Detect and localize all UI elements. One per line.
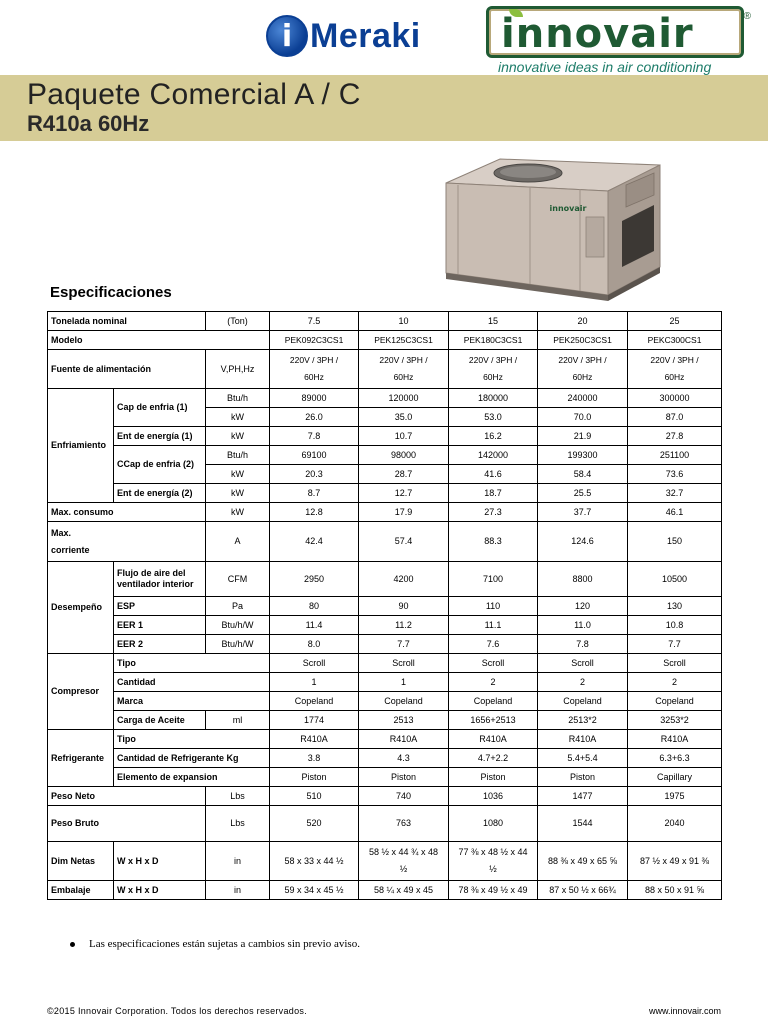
value-cell: R410A <box>628 730 722 749</box>
unit-cell: CFM <box>206 562 270 597</box>
sub-label: EER 1 <box>114 616 206 635</box>
value-cell: 4.7+2.2 <box>449 749 538 768</box>
value-cell: 20 <box>538 312 628 331</box>
page-subtitle: R410a 60Hz <box>27 111 150 136</box>
row-label: Dim Netas <box>48 842 114 881</box>
innovair-logo <box>486 6 751 76</box>
value-cell: 27.8 <box>628 427 722 446</box>
section-title: Especificaciones <box>50 284 172 301</box>
value-cell: 70.0 <box>538 408 628 427</box>
value-cell: 58.4 <box>538 465 628 484</box>
value-cell: 26.0 <box>270 408 359 427</box>
value-cell: 2513 <box>359 711 449 730</box>
value-cell: R410A <box>449 730 538 749</box>
value-cell: 42.4 <box>270 522 359 562</box>
sub-label: Ent de energía (2) <box>114 484 206 503</box>
table-row <box>48 389 722 408</box>
value-cell: 1544 <box>538 806 628 842</box>
value-cell: 240000 <box>538 389 628 408</box>
row-label: Fuente de alimentación <box>48 350 206 389</box>
value-cell: 5.4+5.4 <box>538 749 628 768</box>
value-cell: 20.3 <box>270 465 359 484</box>
value-cell: 7.6 <box>449 635 538 654</box>
sub-label: Marca <box>114 692 270 711</box>
value-cell: 58 ¼ x 49 x 45 <box>359 881 449 900</box>
value-cell: 78 ⅜ x 49 ½ x 49 <box>449 881 538 900</box>
value-cell: 35.0 <box>359 408 449 427</box>
value-cell: PEK180C3CS1 <box>449 331 538 350</box>
value-cell: Scroll <box>628 654 722 673</box>
page-title: Paquete Comercial A / C <box>27 78 361 111</box>
unit-cell: in <box>206 842 270 881</box>
unit-cell: Pa <box>206 597 270 616</box>
value-cell: 10 <box>359 312 449 331</box>
value-cell: 11.0 <box>538 616 628 635</box>
value-cell: 1975 <box>628 787 722 806</box>
group-label: Refrigerante <box>48 730 114 787</box>
sub-label: Tipo <box>114 730 270 749</box>
value-cell: 7.7 <box>359 635 449 654</box>
bullet-icon <box>70 942 75 947</box>
value-cell: 41.6 <box>449 465 538 484</box>
value-cell: 88.3 <box>449 522 538 562</box>
sub-label: Cap de enfria (1) <box>114 389 206 427</box>
row-label: Tonelada nominal <box>48 312 206 331</box>
row-label: Max. consumo <box>48 503 206 522</box>
unit-cell: kW <box>206 503 270 522</box>
value-cell: 89000 <box>270 389 359 408</box>
value-cell: Capillary <box>628 768 722 787</box>
table-row <box>48 749 722 768</box>
table-row <box>48 503 722 522</box>
value-cell: 58 ½ x 44 ¾ x 48 ½ <box>359 842 449 881</box>
value-cell: 520 <box>270 806 359 842</box>
value-cell: 57.4 <box>359 522 449 562</box>
table-row <box>48 730 722 749</box>
value-cell: 1 <box>359 673 449 692</box>
value-cell: Scroll <box>359 654 449 673</box>
table-row <box>48 312 722 331</box>
value-cell: 87.0 <box>628 408 722 427</box>
sub-label: Carga de Aceite <box>114 711 206 730</box>
value-cell: 88 ⅜ x 49 x 65 ⅝ <box>538 842 628 881</box>
group-label: Enfriamiento <box>48 389 114 503</box>
value-cell: 251100 <box>628 446 722 465</box>
group-label: Desempeño <box>48 562 114 654</box>
value-cell: 27.3 <box>449 503 538 522</box>
value-cell: 1 <box>270 673 359 692</box>
table-row <box>48 635 722 654</box>
sub-label: CCap de enfria (2) <box>114 446 206 484</box>
sub-label: ESP <box>114 597 206 616</box>
unit-cell: A <box>206 522 270 562</box>
value-cell: 87 ½ x 49 x 91 ⅜ <box>628 842 722 881</box>
value-cell: 1080 <box>449 806 538 842</box>
value-cell: 2 <box>538 673 628 692</box>
spec-table <box>47 311 722 900</box>
table-row <box>48 806 722 842</box>
value-cell: 37.7 <box>538 503 628 522</box>
sub-label: EER 2 <box>114 635 206 654</box>
row-label: Embalaje <box>48 881 114 900</box>
value-cell: 740 <box>359 787 449 806</box>
value-cell: 220V / 3PH / 60Hz <box>628 350 722 389</box>
table-row <box>48 673 722 692</box>
value-cell: Piston <box>270 768 359 787</box>
meraki-wordmark: Meraki <box>310 16 421 55</box>
unit-cell: Lbs <box>206 787 270 806</box>
unit-cell: (Ton) <box>206 312 270 331</box>
value-cell: 77 ⅜ x 48 ½ x 44 ½ <box>449 842 538 881</box>
table-row <box>48 842 722 881</box>
row-label: Peso Bruto <box>48 806 206 842</box>
table-row <box>48 331 722 350</box>
value-cell: 25 <box>628 312 722 331</box>
table-row <box>48 597 722 616</box>
value-cell: 110 <box>449 597 538 616</box>
table-row <box>48 711 722 730</box>
value-cell: 4.3 <box>359 749 449 768</box>
value-cell: 12.7 <box>359 484 449 503</box>
innovair-wordmark: innovair <box>501 11 694 57</box>
value-cell: Piston <box>538 768 628 787</box>
meraki-logo <box>266 12 421 60</box>
value-cell: 124.6 <box>538 522 628 562</box>
value-cell: 17.9 <box>359 503 449 522</box>
value-cell: PEK125C3CS1 <box>359 331 449 350</box>
innovair-logo-frame <box>486 6 751 58</box>
unit-cell: Lbs <box>206 806 270 842</box>
value-cell: PEKC300CS1 <box>628 331 722 350</box>
unit-cell: Btu/h <box>206 389 270 408</box>
unit-cell: V,PH,Hz <box>206 350 270 389</box>
value-cell: 510 <box>270 787 359 806</box>
value-cell: 58 x 33 x 44 ½ <box>270 842 359 881</box>
value-cell: 2950 <box>270 562 359 597</box>
unit-brand-label: innovair <box>549 204 587 213</box>
value-cell: 130 <box>628 597 722 616</box>
value-cell: R410A <box>538 730 628 749</box>
disclaimer-note: Las especificaciones están sujetas a cambios sin previo aviso. <box>70 938 360 950</box>
value-cell: R410A <box>359 730 449 749</box>
value-cell: 7100 <box>449 562 538 597</box>
value-cell: 88 x 50 x 91 ⅝ <box>628 881 722 900</box>
value-cell: Piston <box>359 768 449 787</box>
table-row <box>48 427 722 446</box>
table-row <box>48 768 722 787</box>
value-cell: 25.5 <box>538 484 628 503</box>
unit-cell: Btu/h <box>206 446 270 465</box>
value-cell: 11.2 <box>359 616 449 635</box>
value-cell: 7.8 <box>538 635 628 654</box>
value-cell: Copeland <box>359 692 449 711</box>
value-cell: 10500 <box>628 562 722 597</box>
value-cell: 53.0 <box>449 408 538 427</box>
value-cell: 59 x 34 x 45 ½ <box>270 881 359 900</box>
sub-label: W x H x D <box>114 881 206 900</box>
value-cell: 3.8 <box>270 749 359 768</box>
rooftop-unit-image <box>440 155 662 303</box>
value-cell: 90 <box>359 597 449 616</box>
sub-label: Ent de energía (1) <box>114 427 206 446</box>
value-cell: 73.6 <box>628 465 722 484</box>
value-cell: Copeland <box>270 692 359 711</box>
table-row <box>48 522 722 562</box>
sub-label: Tipo <box>114 654 270 673</box>
value-cell: 10.7 <box>359 427 449 446</box>
value-cell: 87 x 50 ½ x 66¾ <box>538 881 628 900</box>
value-cell: 199300 <box>538 446 628 465</box>
value-cell: 120000 <box>359 389 449 408</box>
value-cell: 8.7 <box>270 484 359 503</box>
value-cell: 80 <box>270 597 359 616</box>
value-cell: 763 <box>359 806 449 842</box>
value-cell: 220V / 3PH / 60Hz <box>359 350 449 389</box>
value-cell: 16.2 <box>449 427 538 446</box>
table-row <box>48 692 722 711</box>
table-row <box>48 562 722 597</box>
value-cell: 1477 <box>538 787 628 806</box>
innovair-tagline: innovative ideas in air conditioning <box>498 59 712 75</box>
unit-cell: kW <box>206 465 270 484</box>
value-cell: 300000 <box>628 389 722 408</box>
value-cell: 180000 <box>449 389 538 408</box>
row-label: Max. corriente <box>48 522 206 562</box>
value-cell: 2040 <box>628 806 722 842</box>
table-row <box>48 446 722 465</box>
value-cell: 32.7 <box>628 484 722 503</box>
value-cell: Copeland <box>538 692 628 711</box>
value-cell: Copeland <box>449 692 538 711</box>
footer-website: www.innovair.com <box>648 1006 721 1016</box>
value-cell: 21.9 <box>538 427 628 446</box>
value-cell: 7.5 <box>270 312 359 331</box>
value-cell: Piston <box>449 768 538 787</box>
value-cell: 220V / 3PH / 60Hz <box>449 350 538 389</box>
unit-cell: ml <box>206 711 270 730</box>
value-cell: 2 <box>449 673 538 692</box>
value-cell: 7.7 <box>628 635 722 654</box>
table-row <box>48 881 722 900</box>
value-cell: 150 <box>628 522 722 562</box>
unit-cell: kW <box>206 408 270 427</box>
value-cell: PEK092C3CS1 <box>270 331 359 350</box>
unit-cell: kW <box>206 427 270 446</box>
value-cell: 28.7 <box>359 465 449 484</box>
unit-cell: Btu/h/W <box>206 616 270 635</box>
value-cell: 7.8 <box>270 427 359 446</box>
value-cell: 142000 <box>449 446 538 465</box>
value-cell: 69100 <box>270 446 359 465</box>
value-cell: 10.8 <box>628 616 722 635</box>
value-cell: 3253*2 <box>628 711 722 730</box>
table-row <box>48 616 722 635</box>
value-cell: 11.1 <box>449 616 538 635</box>
value-cell: 220V / 3PH / 60Hz <box>270 350 359 389</box>
sub-label: W x H x D <box>114 842 206 881</box>
value-cell: 220V / 3PH / 60Hz <box>538 350 628 389</box>
sub-label: Cantidad <box>114 673 270 692</box>
value-cell: 11.4 <box>270 616 359 635</box>
value-cell: 1036 <box>449 787 538 806</box>
value-cell: 6.3+6.3 <box>628 749 722 768</box>
value-cell: 18.7 <box>449 484 538 503</box>
meraki-badge-icon: i <box>266 15 308 57</box>
unit-cell: Btu/h/W <box>206 635 270 654</box>
value-cell: R410A <box>270 730 359 749</box>
value-cell: Copeland <box>628 692 722 711</box>
value-cell: 8800 <box>538 562 628 597</box>
value-cell: 1656+2513 <box>449 711 538 730</box>
value-cell: Scroll <box>449 654 538 673</box>
value-cell: Scroll <box>538 654 628 673</box>
footer-copyright: ©2015 Innovair Corporation. Todos los derechos reservados. <box>47 1006 308 1016</box>
row-label: Modelo <box>48 331 270 350</box>
value-cell: 120 <box>538 597 628 616</box>
unit-cell: kW <box>206 484 270 503</box>
value-cell: 12.8 <box>270 503 359 522</box>
value-cell: PEK250C3CS1 <box>538 331 628 350</box>
value-cell: 15 <box>449 312 538 331</box>
value-cell: 46.1 <box>628 503 722 522</box>
value-cell: 8.0 <box>270 635 359 654</box>
value-cell: 1774 <box>270 711 359 730</box>
sub-label: Cantidad de Refrigerante Kg <box>114 749 270 768</box>
table-row <box>48 350 722 389</box>
unit-cell: in <box>206 881 270 900</box>
registered-mark: ® <box>743 11 751 22</box>
value-cell: Scroll <box>270 654 359 673</box>
table-row <box>48 484 722 503</box>
sub-label: Elemento de expansion <box>114 768 270 787</box>
value-cell: 4200 <box>359 562 449 597</box>
sub-label: Flujo de aire del ventilador interior <box>114 562 206 597</box>
value-cell: 98000 <box>359 446 449 465</box>
value-cell: 2 <box>628 673 722 692</box>
table-row <box>48 787 722 806</box>
table-row <box>48 654 722 673</box>
group-label: Compresor <box>48 654 114 730</box>
row-label: Peso Neto <box>48 787 206 806</box>
value-cell: 2513*2 <box>538 711 628 730</box>
